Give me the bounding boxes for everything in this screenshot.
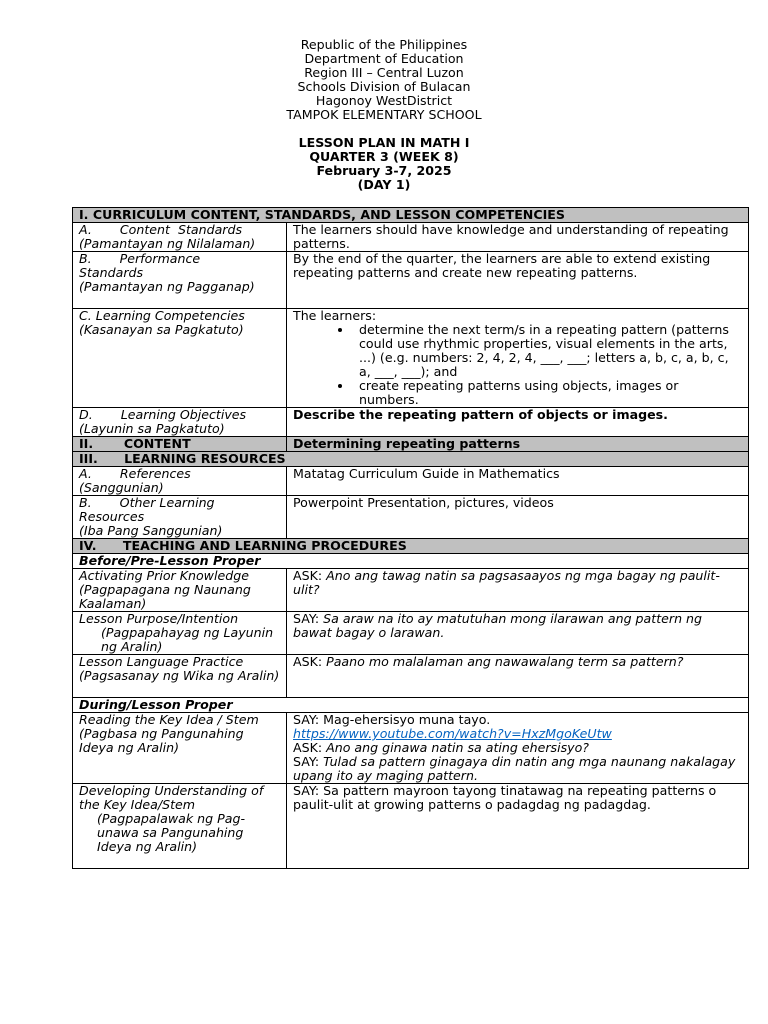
subsection-heading-row xyxy=(73,698,749,713)
competencies-intro: The learners: xyxy=(293,308,377,323)
table-row xyxy=(73,496,749,539)
competencies-list xyxy=(293,323,742,407)
list-item: • determine the next term/s in a repeating pattern (patterns could use rhythmic properties, visual elements in the arts, ...) (e.g. numbers: 2, 4, 2, 4, ___, ___; letters a, b, c, a, b, c, a, ___, ___); and xyxy=(353,323,742,379)
developing-understanding-sub: (Pagpapalawak ng Pag-unawa sa Pangunahing Ideya ng Aralin) xyxy=(97,811,246,854)
language-practice-sub: (Pagsasanay ng Wika ng Aralin) xyxy=(79,668,280,683)
section-heading-procedures: IV. TEACHING AND LEARNING PROCEDURES xyxy=(73,539,749,554)
lesson-purpose-statement: Sa araw na ito ay matutuhan mong ilarawan ang pattern ng bawat bagay o larawan. xyxy=(293,611,703,640)
lesson-plan-table xyxy=(72,207,749,869)
section-heading-row xyxy=(73,452,749,467)
subsection-heading-before: Before/Pre-Lesson Proper xyxy=(73,554,749,569)
key-idea-label: Reading the Key Idea / Stem xyxy=(79,712,259,727)
prior-knowledge-sub: (Pagpapagana ng Naunang Kaalaman) xyxy=(79,582,251,611)
table-row xyxy=(73,655,749,698)
lesson-purpose-sub: (Pagpapahayag ng Layunin ng Aralin) xyxy=(101,625,274,654)
language-practice-value-cell xyxy=(287,655,749,698)
competencies-label: C. Learning Competencies xyxy=(79,308,245,323)
section-heading-resources: III. LEARNING RESOURCES xyxy=(73,452,749,467)
list-item: • create repeating patterns using objects, images or numbers. xyxy=(353,379,742,407)
header-line-division: Schools Division of Bulacan xyxy=(297,79,471,94)
content-standards-sub: (Pamantayan ng Nilalaman) xyxy=(79,236,256,251)
other-resources-label: B. Other Learning Resources xyxy=(79,495,219,524)
say-prefix: SAY: xyxy=(293,754,324,769)
performance-standards-value: By the end of the quarter, the learners are able to extend existing repeating patterns and create new repeating patterns. xyxy=(287,252,749,309)
content-standards-label-cell xyxy=(73,223,287,252)
lesson-purpose-label: Lesson Purpose/Intention xyxy=(79,611,239,626)
header-line-district: Hagonoy WestDistrict xyxy=(315,93,453,108)
section-heading-curriculum: I. CURRICULUM CONTENT, STANDARDS, AND LESSON COMPETENCIES xyxy=(73,208,749,223)
developing-understanding-label-cell xyxy=(73,784,287,869)
key-idea-question: Ano ang ginawa natin sa ating ehersisyo? xyxy=(326,740,589,755)
table-row xyxy=(73,612,749,655)
key-idea-value-cell xyxy=(287,713,749,784)
performance-standards-label-cell xyxy=(73,252,287,309)
key-idea-label-cell xyxy=(73,713,287,784)
references-sub: (Sanggunian) xyxy=(79,480,164,495)
header-line-department: Department of Education xyxy=(304,51,464,66)
other-resources-label-cell xyxy=(73,496,287,539)
header-line-country: Republic of the Philippines xyxy=(300,37,468,52)
table-row xyxy=(73,569,749,612)
prior-knowledge-question: Ano ang tawag natin sa pagsasaayos ng mga bagay ng paulit-ulit? xyxy=(293,568,720,597)
objectives-sub: (Layunin sa Pagkatuto) xyxy=(79,421,225,436)
table-row xyxy=(73,713,749,784)
prior-knowledge-value-cell xyxy=(287,569,749,612)
title-subject: LESSON PLAN IN MATH I xyxy=(298,135,470,150)
developing-understanding-label: Developing Understanding of the Key Idea/Stem xyxy=(79,783,264,812)
table-row xyxy=(73,408,749,437)
objectives-label-cell xyxy=(73,408,287,437)
content-standards-value: The learners should have knowledge and understanding of repeating patterns. xyxy=(287,223,749,252)
competencies-label-cell xyxy=(73,309,287,408)
developing-understanding-value: SAY: Sa pattern mayroon tayong tinatawag na repeating patterns o paulit-ulit at growing patterns o padagdag ng padagdag. xyxy=(287,784,749,869)
objectives-value: Describe the repeating pattern of objects or images. xyxy=(287,408,749,437)
table-row xyxy=(73,784,749,869)
subsection-heading-during: During/Lesson Proper xyxy=(73,698,749,713)
other-resources-value: Powerpoint Presentation, pictures, videos xyxy=(287,496,749,539)
competencies-value-cell xyxy=(287,309,749,408)
section-heading-row xyxy=(73,208,749,223)
section-heading-content: II. CONTENT xyxy=(73,437,287,452)
title-date: February 3-7, 2025 xyxy=(316,163,452,178)
language-practice-question: Paano mo malalaman ang nawawalang term sa pattern? xyxy=(326,654,684,669)
header-line-region: Region III – Central Luzon xyxy=(304,65,464,80)
performance-standards-label-2: Standards xyxy=(79,265,144,280)
header-line-school: TAMPOK ELEMENTARY SCHOOL xyxy=(286,107,482,122)
table-row xyxy=(73,467,749,496)
content-standards-label: A. Content Standards xyxy=(79,222,243,237)
key-idea-say-line: SAY: Mag-ehersisyo muna tayo. xyxy=(293,712,491,727)
lesson-purpose-label-cell xyxy=(73,612,287,655)
ask-prefix: ASK: xyxy=(293,654,327,669)
prior-knowledge-label-cell xyxy=(73,569,287,612)
say-prefix: SAY: xyxy=(293,611,324,626)
objectives-label: D. Learning Objectives xyxy=(79,407,247,422)
key-idea-sub: (Pagbasa ng Pangunahing Ideya ng Aralin) xyxy=(79,726,244,755)
ask-prefix: ASK: xyxy=(293,568,327,583)
language-practice-label-cell xyxy=(73,655,287,698)
youtube-video-link[interactable]: https://www.youtube.com/watch?v=HxzMgoKeUtw xyxy=(293,726,612,741)
lesson-purpose-value-cell xyxy=(287,612,749,655)
content-value: Determining repeating patterns xyxy=(287,437,749,452)
other-resources-sub: (Iba Pang Sanggunian) xyxy=(79,523,223,538)
table-row xyxy=(73,252,749,309)
references-label-cell xyxy=(73,467,287,496)
prior-knowledge-label: Activating Prior Knowledge xyxy=(79,568,249,583)
school-header xyxy=(0,38,768,122)
lesson-title xyxy=(0,136,768,192)
subsection-heading-row xyxy=(73,554,749,569)
section-heading-row xyxy=(73,539,749,554)
performance-standards-label: B. Performance xyxy=(79,251,201,266)
title-day: (DAY 1) xyxy=(357,177,411,192)
references-value: Matatag Curriculum Guide in Mathematics xyxy=(287,467,749,496)
key-idea-statement: Tulad sa pattern ginagaya din natin ang mga naunang nakalagay upang ito ay maging pattern. xyxy=(293,754,736,783)
table-row xyxy=(73,223,749,252)
ask-prefix: ASK: xyxy=(293,740,327,755)
table-row xyxy=(73,309,749,408)
language-practice-label: Lesson Language Practice xyxy=(79,654,244,669)
title-quarter: QUARTER 3 (WEEK 8) xyxy=(309,149,459,164)
performance-standards-sub: (Pamantayan ng Pagganap) xyxy=(79,279,255,294)
references-label: A. References xyxy=(79,466,191,481)
section-heading-row xyxy=(73,437,749,452)
competencies-sub: (Kasanayan sa Pagkatuto) xyxy=(79,322,244,337)
